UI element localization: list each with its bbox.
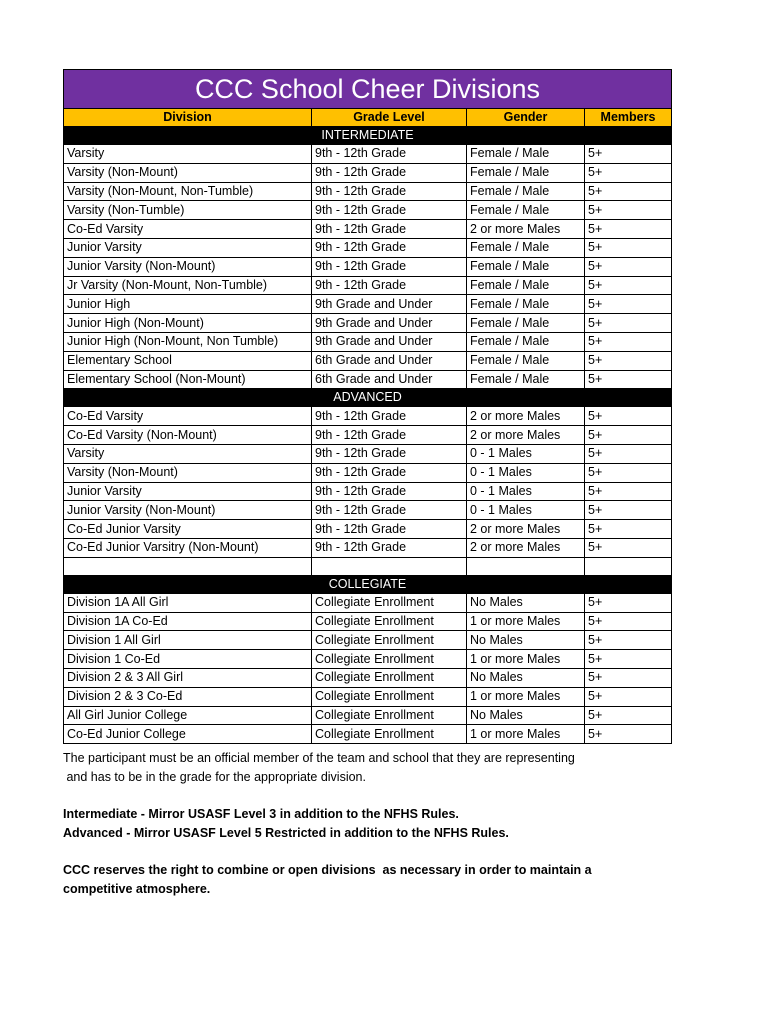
advanced-rule: Advanced - Mirror USASF Level 5 Restricted in addition to the NFHS Rules. bbox=[63, 826, 509, 840]
table-row bbox=[64, 725, 672, 744]
members-cell: 5+ bbox=[585, 220, 672, 239]
division-cell: Co-Ed Junior Varsitry (Non-Mount) bbox=[64, 538, 312, 557]
gender-cell: 0 - 1 Males bbox=[467, 463, 585, 482]
members-cell: 5+ bbox=[585, 631, 672, 650]
members-cell: 5+ bbox=[585, 163, 672, 182]
grade-level-cell: 9th - 12th Grade bbox=[312, 201, 467, 220]
grade-level-cell: 9th - 12th Grade bbox=[312, 538, 467, 557]
table-row bbox=[64, 238, 672, 257]
table-row bbox=[64, 182, 672, 201]
gender-cell: 0 - 1 Males bbox=[467, 482, 585, 501]
gender-cell: No Males bbox=[467, 631, 585, 650]
header-grade-level: Grade Level bbox=[312, 109, 467, 127]
table-row bbox=[64, 668, 672, 687]
notes bbox=[63, 749, 703, 899]
gender-cell: 2 or more Males bbox=[467, 220, 585, 239]
grade-level-cell: 9th - 12th Grade bbox=[312, 444, 467, 463]
section-title: INTERMEDIATE bbox=[64, 127, 672, 145]
divisions-table bbox=[63, 69, 672, 744]
blank-cell bbox=[64, 557, 312, 575]
members-cell: 5+ bbox=[585, 538, 672, 557]
gender-cell: Female / Male bbox=[467, 295, 585, 314]
table-row bbox=[64, 220, 672, 239]
gender-cell: Female / Male bbox=[467, 351, 585, 370]
grade-level-cell: Collegiate Enrollment bbox=[312, 725, 467, 744]
table-row bbox=[64, 257, 672, 276]
members-cell: 5+ bbox=[585, 238, 672, 257]
gender-cell: Female / Male bbox=[467, 257, 585, 276]
table-row bbox=[64, 145, 672, 164]
members-cell: 5+ bbox=[585, 370, 672, 389]
members-cell: 5+ bbox=[585, 145, 672, 164]
table-row bbox=[64, 687, 672, 706]
grade-level-cell: 9th - 12th Grade bbox=[312, 145, 467, 164]
grade-level-cell: Collegiate Enrollment bbox=[312, 706, 467, 725]
members-cell: 5+ bbox=[585, 314, 672, 333]
grade-level-cell: Collegiate Enrollment bbox=[312, 612, 467, 631]
grade-level-cell: 9th - 12th Grade bbox=[312, 182, 467, 201]
page-title: CCC School Cheer Divisions bbox=[64, 70, 672, 109]
gender-cell: No Males bbox=[467, 706, 585, 725]
gender-cell: 0 - 1 Males bbox=[467, 444, 585, 463]
division-cell: Junior High bbox=[64, 295, 312, 314]
gender-cell: Female / Male bbox=[467, 145, 585, 164]
gender-cell: 1 or more Males bbox=[467, 725, 585, 744]
division-cell: Division 1A Co-Ed bbox=[64, 612, 312, 631]
reserve-note-line1: CCC reserves the right to combine or open divisions as necessary in order to maintain a bbox=[63, 863, 592, 877]
division-cell: Co-Ed Junior College bbox=[64, 725, 312, 744]
gender-cell: 2 or more Males bbox=[467, 426, 585, 445]
gender-cell: No Males bbox=[467, 668, 585, 687]
division-cell: Junior Varsity bbox=[64, 238, 312, 257]
members-cell: 5+ bbox=[585, 593, 672, 612]
division-cell: Division 2 & 3 All Girl bbox=[64, 668, 312, 687]
grade-level-cell: 9th - 12th Grade bbox=[312, 407, 467, 426]
division-cell: Varsity (Non-Tumble) bbox=[64, 201, 312, 220]
members-cell: 5+ bbox=[585, 201, 672, 220]
table-row bbox=[64, 501, 672, 520]
division-cell: Division 2 & 3 Co-Ed bbox=[64, 687, 312, 706]
table-row bbox=[64, 593, 672, 612]
gender-cell: Female / Male bbox=[467, 182, 585, 201]
header-row bbox=[64, 109, 672, 127]
members-cell: 5+ bbox=[585, 332, 672, 351]
grade-level-cell: 9th - 12th Grade bbox=[312, 276, 467, 295]
table-row bbox=[64, 650, 672, 669]
division-cell: Elementary School (Non-Mount) bbox=[64, 370, 312, 389]
section-title: ADVANCED bbox=[64, 389, 672, 407]
division-cell: Jr Varsity (Non-Mount, Non-Tumble) bbox=[64, 276, 312, 295]
grade-level-cell: Collegiate Enrollment bbox=[312, 650, 467, 669]
grade-level-cell: 9th - 12th Grade bbox=[312, 463, 467, 482]
gender-cell: Female / Male bbox=[467, 163, 585, 182]
members-cell: 5+ bbox=[585, 257, 672, 276]
grade-level-cell: Collegiate Enrollment bbox=[312, 631, 467, 650]
intermediate-rule: Intermediate - Mirror USASF Level 3 in addition to the NFHS Rules. bbox=[63, 807, 459, 821]
gender-cell: Female / Male bbox=[467, 201, 585, 220]
gender-cell: 2 or more Males bbox=[467, 538, 585, 557]
grade-level-cell: 9th Grade and Under bbox=[312, 332, 467, 351]
division-cell: Elementary School bbox=[64, 351, 312, 370]
division-cell: Co-Ed Varsity (Non-Mount) bbox=[64, 426, 312, 445]
grade-level-cell: 9th - 12th Grade bbox=[312, 238, 467, 257]
section-title: COLLEGIATE bbox=[64, 575, 672, 593]
grade-level-cell: 9th - 12th Grade bbox=[312, 482, 467, 501]
division-cell: Junior Varsity (Non-Mount) bbox=[64, 501, 312, 520]
gender-cell: Female / Male bbox=[467, 314, 585, 333]
division-cell: Varsity (Non-Mount) bbox=[64, 163, 312, 182]
table-row bbox=[64, 612, 672, 631]
gender-cell: Female / Male bbox=[467, 276, 585, 295]
table-row bbox=[64, 444, 672, 463]
members-cell: 5+ bbox=[585, 407, 672, 426]
gender-cell: 1 or more Males bbox=[467, 650, 585, 669]
members-cell: 5+ bbox=[585, 295, 672, 314]
section-header-row bbox=[64, 389, 672, 407]
grade-level-cell: 9th - 12th Grade bbox=[312, 220, 467, 239]
members-cell: 5+ bbox=[585, 426, 672, 445]
grade-level-cell: 9th - 12th Grade bbox=[312, 501, 467, 520]
gender-cell: 0 - 1 Males bbox=[467, 501, 585, 520]
table-row bbox=[64, 631, 672, 650]
table-row bbox=[64, 332, 672, 351]
members-cell: 5+ bbox=[585, 612, 672, 631]
division-cell: Varsity bbox=[64, 444, 312, 463]
grade-level-cell: Collegiate Enrollment bbox=[312, 593, 467, 612]
header-gender: Gender bbox=[467, 109, 585, 127]
blank-row bbox=[64, 557, 672, 575]
participant-note-line2: and has to be in the grade for the appropriate division. bbox=[63, 770, 366, 784]
participant-note-line1: The participant must be an official member of the team and school that they are representing bbox=[63, 751, 575, 765]
grade-level-cell: 9th - 12th Grade bbox=[312, 520, 467, 539]
table-row bbox=[64, 370, 672, 389]
grade-level-cell: 9th - 12th Grade bbox=[312, 257, 467, 276]
members-cell: 5+ bbox=[585, 182, 672, 201]
gender-cell: Female / Male bbox=[467, 238, 585, 257]
gender-cell: 1 or more Males bbox=[467, 612, 585, 631]
division-cell: Co-Ed Junior Varsity bbox=[64, 520, 312, 539]
gender-cell: No Males bbox=[467, 593, 585, 612]
grade-level-cell: 9th Grade and Under bbox=[312, 295, 467, 314]
division-cell: Division 1A All Girl bbox=[64, 593, 312, 612]
members-cell: 5+ bbox=[585, 463, 672, 482]
members-cell: 5+ bbox=[585, 501, 672, 520]
members-cell: 5+ bbox=[585, 725, 672, 744]
division-cell: Varsity (Non-Mount, Non-Tumble) bbox=[64, 182, 312, 201]
grade-level-cell: Collegiate Enrollment bbox=[312, 687, 467, 706]
members-cell: 5+ bbox=[585, 520, 672, 539]
members-cell: 5+ bbox=[585, 444, 672, 463]
grade-level-cell: 6th Grade and Under bbox=[312, 370, 467, 389]
blank-cell bbox=[585, 557, 672, 575]
division-cell: Junior High (Non-Mount, Non Tumble) bbox=[64, 332, 312, 351]
gender-cell: 2 or more Males bbox=[467, 407, 585, 426]
header-division: Division bbox=[64, 109, 312, 127]
blank-cell bbox=[467, 557, 585, 575]
title-row bbox=[64, 70, 672, 109]
members-cell: 5+ bbox=[585, 482, 672, 501]
division-cell: Co-Ed Varsity bbox=[64, 407, 312, 426]
divisions-sheet bbox=[63, 69, 671, 744]
members-cell: 5+ bbox=[585, 276, 672, 295]
table-row bbox=[64, 706, 672, 725]
gender-cell: Female / Male bbox=[467, 370, 585, 389]
table-row bbox=[64, 351, 672, 370]
division-cell: Varsity bbox=[64, 145, 312, 164]
grade-level-cell: 9th - 12th Grade bbox=[312, 426, 467, 445]
gender-cell: 2 or more Males bbox=[467, 520, 585, 539]
table-row bbox=[64, 276, 672, 295]
section-header-row bbox=[64, 127, 672, 145]
table-row bbox=[64, 426, 672, 445]
gender-cell: 1 or more Males bbox=[467, 687, 585, 706]
table-row bbox=[64, 314, 672, 333]
division-cell: Junior High (Non-Mount) bbox=[64, 314, 312, 333]
division-cell: Varsity (Non-Mount) bbox=[64, 463, 312, 482]
division-cell: Junior Varsity (Non-Mount) bbox=[64, 257, 312, 276]
members-cell: 5+ bbox=[585, 668, 672, 687]
division-cell: Co-Ed Varsity bbox=[64, 220, 312, 239]
table-row bbox=[64, 407, 672, 426]
division-cell: Junior Varsity bbox=[64, 482, 312, 501]
division-cell: Division 1 Co-Ed bbox=[64, 650, 312, 669]
grade-level-cell: 6th Grade and Under bbox=[312, 351, 467, 370]
members-cell: 5+ bbox=[585, 650, 672, 669]
table-row bbox=[64, 163, 672, 182]
division-cell: All Girl Junior College bbox=[64, 706, 312, 725]
table-row bbox=[64, 538, 672, 557]
grade-level-cell: Collegiate Enrollment bbox=[312, 668, 467, 687]
gender-cell: Female / Male bbox=[467, 332, 585, 351]
table-row bbox=[64, 520, 672, 539]
members-cell: 5+ bbox=[585, 706, 672, 725]
members-cell: 5+ bbox=[585, 687, 672, 706]
grade-level-cell: 9th - 12th Grade bbox=[312, 163, 467, 182]
members-cell: 5+ bbox=[585, 351, 672, 370]
table-row bbox=[64, 463, 672, 482]
reserve-note-line2: competitive atmosphere. bbox=[63, 882, 211, 896]
table-row bbox=[64, 295, 672, 314]
header-members: Members bbox=[585, 109, 672, 127]
grade-level-cell: 9th Grade and Under bbox=[312, 314, 467, 333]
table-row bbox=[64, 201, 672, 220]
division-cell: Division 1 All Girl bbox=[64, 631, 312, 650]
section-header-row bbox=[64, 575, 672, 593]
table-row bbox=[64, 482, 672, 501]
blank-cell bbox=[312, 557, 467, 575]
